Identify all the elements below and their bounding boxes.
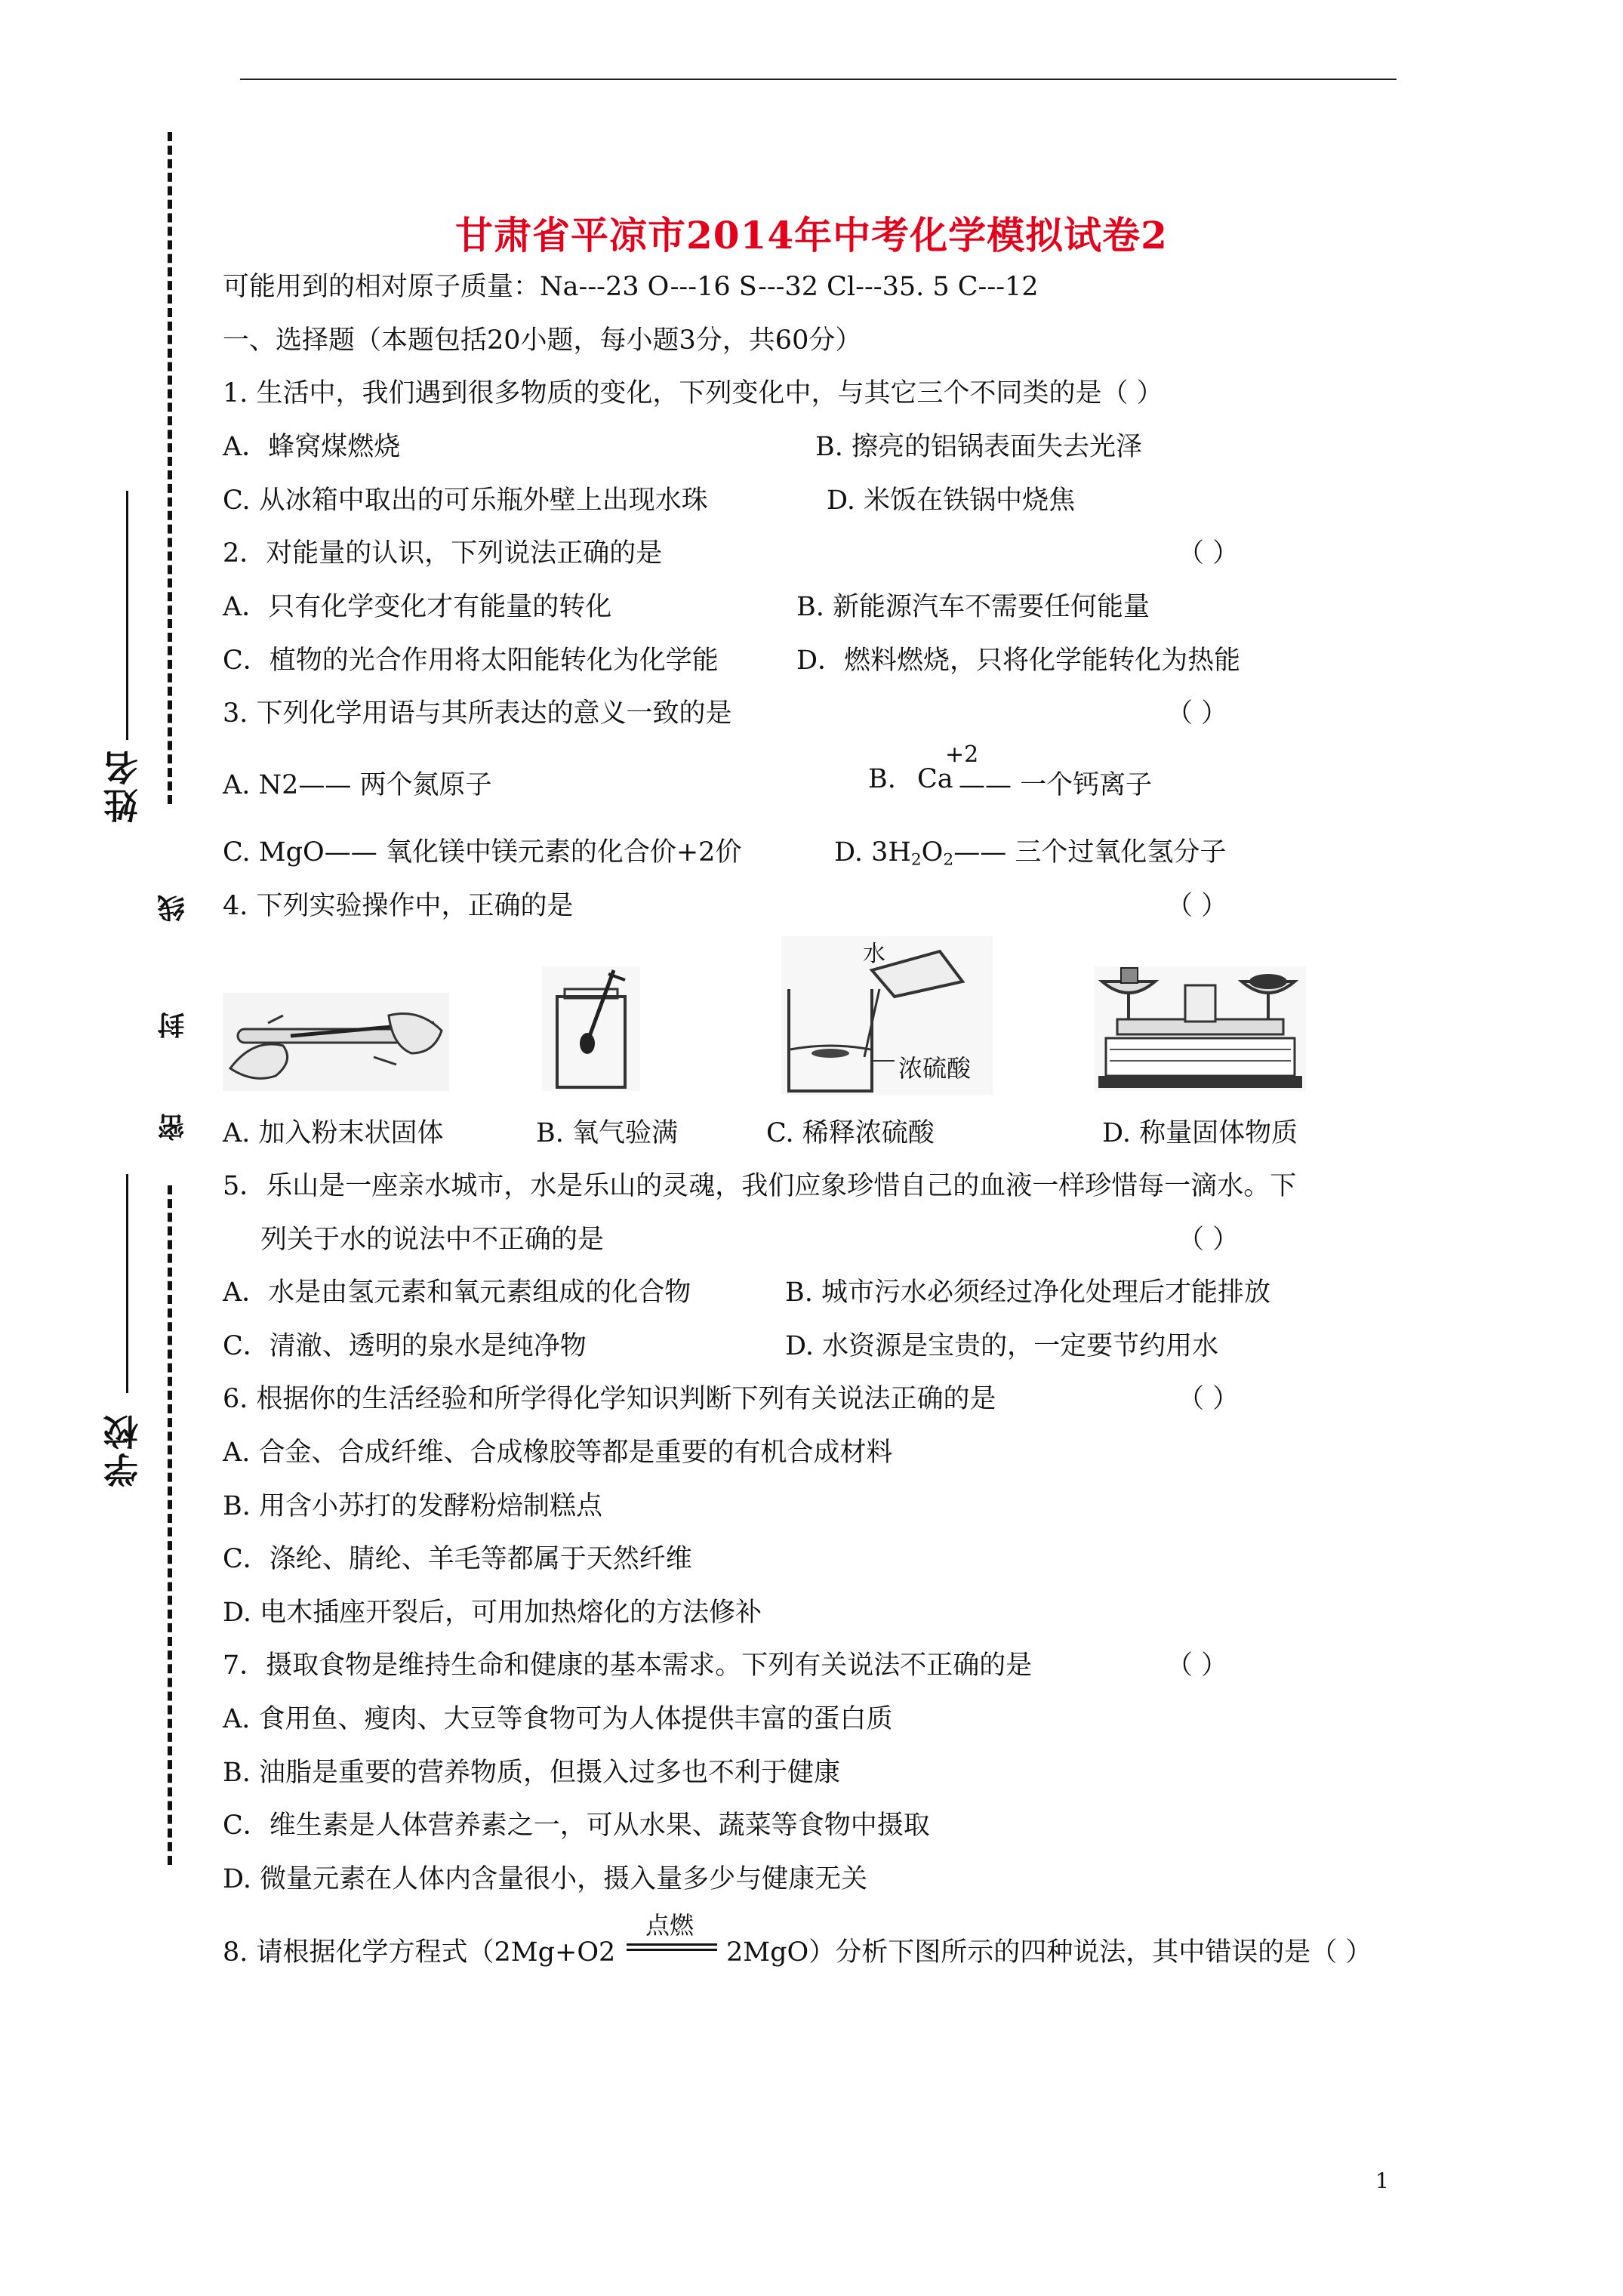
q3-bracket: （ ） [1166,698,1228,729]
q4-option-d: D. 称量固体物质 [1102,1118,1298,1148]
q3-option-a: A. N2—— 两个氮原子 [223,770,492,800]
q4-option-c: C. 稀释浓硫酸 [766,1118,935,1148]
q7-stem: 7．摄取食物是维持生命和健康的基本需求。下列有关说法不正确的是 [223,1650,1033,1681]
seal-word-seal: 封 [158,1012,189,1039]
q6-stem: 6. 根据你的生活经验和所学得化学知识判断下列有关说法正确的是 [223,1384,996,1414]
q1-option-c: C. 从冰箱中取出的可乐瓶外壁上出现水珠 [223,485,708,516]
q7-bracket: （ ） [1166,1650,1228,1681]
name-underline [126,491,128,740]
q1-stem: 1. 生活中，我们遇到很多物质的变化，下列变化中，与其它三个不同类的是（ ） [223,378,1163,408]
q7-option-d: D. 微量元素在人体内含量很小，摄入量多少与健康无关 [223,1864,868,1894]
q1-option-a: A．蜂窝煤燃烧 [223,432,401,462]
q3-option-c: C. MgO—— 氧化镁中镁元素的化合价+2价 [223,837,742,868]
school-underline [126,1174,128,1393]
q6-option-a: A. 合金、合成纤维、合成橡胶等都是重要的有机合成材料 [223,1438,893,1468]
q1-option-d: D. 米饭在铁锅中烧焦 [827,485,1076,516]
q4-bracket: （ ） [1166,891,1228,921]
q5-option-b: B. 城市污水必须经过净化处理后才能排放 [785,1277,1270,1308]
q5-option-d: D. 水资源是宝贵的，一定要节约用水 [785,1331,1219,1361]
q8-stem-start: 8. 请根据化学方程式（2Mg+O2 [223,1937,616,1968]
q8-reaction-condition: 点燃 [645,1911,694,1940]
powder-adding-illustration [223,993,449,1091]
q6-option-b: B. 用含小苏打的发酵粉焙制糕点 [223,1491,602,1521]
q5-stem-line2: 列关于水的说法中不正确的是 [260,1225,605,1255]
q3-option-b-valence: +2 [945,741,979,768]
image-label-water: 水 [863,941,885,967]
q5-option-c: C．清澈、透明的泉水是纯净物 [223,1331,587,1361]
q3-option-b-label: B. [868,764,896,794]
q4-stem: 4. 下列实验操作中，正确的是 [223,891,574,921]
section-heading: 一、选择题（本题包括20小题，每小题3分，共60分） [223,325,862,356]
page-title: 甘肃省平凉市2014年中考化学模拟试卷2 [455,213,1168,257]
q2-option-d: D．燃料燃烧，只将化学能转化为热能 [796,646,1241,676]
q6-option-c: C．涤纶、腈纶、羊毛等都属于天然纤维 [223,1544,692,1574]
name-label: 姓名 [103,747,143,823]
q7-option-b: B. 油脂是重要的营养物质，但摄入过多也不利于健康 [223,1758,840,1788]
q1-option-b: B. 擦亮的铝锅表面失去光泽 [815,432,1142,462]
q3-option-b-element: Ca [917,764,953,794]
q7-option-c: C．维生素是人体营养素之一，可从水果、蔬菜等食物中摄取 [223,1811,930,1841]
q7-option-a: A. 食用鱼、瘦肉、大豆等食物可为人体提供丰富的蛋白质 [223,1704,893,1734]
q8-stem-end: 2MgO）分析下图所示的四种说法，其中错误的是（ ） [726,1937,1372,1968]
q3-option-d: D. $3H_2O_2——$ 三个过氧化氢分子 [834,837,1227,870]
q2-option-a: A．只有化学变化才有能量的转化 [223,592,612,622]
q6-option-d: D. 电木插座开裂后，可用加热熔化的方法修补 [223,1598,762,1628]
q5-stem-line1: 5．乐山是一座亲水城市，水是乐山的灵魂，我们应象珍惜自己的血液一样珍惜每一滴水。下 [223,1171,1297,1201]
q2-stem: 2．对能量的认识，下列说法正确的是 [223,538,663,569]
q4-option-b: B. 氧气验满 [536,1118,678,1148]
seal-word-line: 线 [158,895,189,922]
q5-option-a: A．水是由氢元素和氧元素组成的化合物 [223,1277,691,1308]
q4-option-a: A. 加入粉末状固体 [223,1118,444,1148]
page-number: 1 [1375,2168,1389,2193]
seal-word-secret: 密 [158,1114,189,1141]
q2-bracket: （ ） [1178,538,1240,569]
q6-bracket: （ ） [1178,1384,1240,1414]
q2-option-b: B. 新能源汽车不需要任何能量 [796,592,1150,622]
binding-dashed-line-bottom [168,1185,172,1865]
oxygen-test-illustration [542,966,640,1091]
school-label: 学校 [103,1412,143,1487]
balance-illustration [1095,966,1306,1091]
q8-equals-sign [627,1943,717,1951]
q3-stem: 3. 下列化学用语与其所表达的意义一致的是 [223,698,732,729]
q5-bracket: （ ） [1178,1225,1240,1255]
atomic-mass-line: 可能用到的相对原子质量：Na---23 O---16 S---32 Cl---35. 5 C---12 [223,272,1039,302]
header-rule [240,79,1397,80]
q2-option-c: C．植物的光合作用将太阳能转化为化学能 [223,646,719,676]
q3-option-b-text: —— 一个钙离子 [959,770,1153,800]
image-label-acid: 浓硫酸 [898,1054,972,1083]
